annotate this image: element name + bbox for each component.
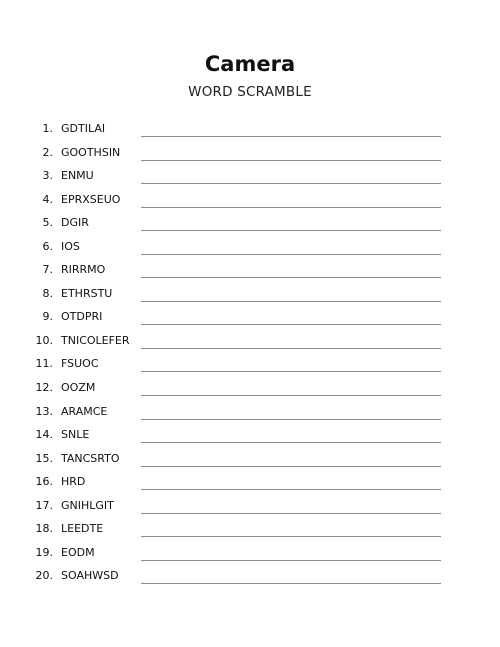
list-item — [0, 473, 500, 497]
answer-line — [141, 583, 441, 584]
list-item — [0, 355, 500, 379]
scrambled-word: DGIR — [61, 216, 89, 230]
answer-line — [141, 442, 441, 443]
item-number: 14. — [35, 428, 53, 442]
answer-line — [141, 466, 441, 467]
answer-line — [141, 230, 441, 231]
list-item — [0, 167, 500, 191]
item-number: 8. — [42, 286, 53, 300]
item-number: 13. — [35, 404, 53, 418]
item-number: 19. — [35, 545, 53, 559]
item-number: 17. — [35, 498, 53, 512]
item-number: 9. — [42, 310, 53, 324]
scrambled-word: EPRXSEUO — [61, 192, 121, 206]
scrambled-word: GNIHLGIT — [61, 498, 114, 512]
scrambled-word: OOZM — [61, 381, 96, 395]
scrambled-word: RIRRMO — [61, 263, 106, 277]
scrambled-word: ETHRSTU — [61, 286, 113, 300]
answer-line — [141, 277, 441, 278]
list-item — [0, 544, 500, 568]
scrambled-word: OTDPRI — [61, 310, 103, 324]
answer-line — [141, 207, 441, 208]
list-item — [0, 191, 500, 215]
scrambled-word: GOOTHSIN — [61, 145, 121, 159]
list-item — [0, 144, 500, 168]
list-item — [0, 450, 500, 474]
item-number: 1. — [42, 122, 53, 135]
scrambled-word: HRD — [61, 475, 86, 489]
scrambled-word: SNLE — [61, 428, 90, 442]
list-item — [0, 285, 500, 309]
item-number: 20. — [35, 569, 53, 583]
scrambled-word: GDTILAI — [61, 122, 106, 135]
answer-line — [141, 419, 441, 420]
item-number: 4. — [42, 192, 53, 206]
answer-line — [141, 536, 441, 537]
answer-line — [141, 513, 441, 514]
scrambled-word: TANCSRTO — [61, 451, 120, 465]
item-number: 6. — [42, 239, 53, 253]
list-item — [0, 120, 500, 144]
list-item — [0, 567, 500, 591]
item-number: 3. — [42, 169, 53, 183]
item-number: 18. — [35, 522, 53, 536]
list-item — [0, 497, 500, 521]
list-item — [0, 426, 500, 450]
scrambled-word: ARAMCE — [61, 404, 108, 418]
scrambled-word: EODM — [61, 545, 95, 559]
answer-line — [141, 183, 441, 184]
list-item — [0, 261, 500, 285]
answer-line — [141, 324, 441, 325]
item-number: 2. — [42, 145, 53, 159]
answer-line — [141, 348, 441, 349]
page-subtitle: WORD SCRAMBLE — [188, 84, 312, 100]
scrambled-word: ENMU — [61, 169, 94, 183]
scrambled-word: IOS — [61, 239, 80, 253]
list-item — [0, 520, 500, 544]
scrambled-word: SOAHWSD — [61, 569, 119, 583]
scramble-list — [0, 120, 500, 591]
item-number: 7. — [42, 263, 53, 277]
answer-line — [141, 395, 441, 396]
list-item — [0, 238, 500, 262]
answer-line — [141, 254, 441, 255]
list-item — [0, 332, 500, 356]
answer-line — [141, 160, 441, 161]
scrambled-word: TNICOLEFER — [61, 333, 130, 347]
answer-line — [141, 136, 441, 137]
list-item — [0, 214, 500, 238]
answer-line — [141, 560, 441, 561]
item-number: 12. — [35, 381, 53, 395]
list-item — [0, 379, 500, 403]
page-title: Camera — [204, 52, 296, 76]
item-number: 5. — [42, 216, 53, 230]
scrambled-word: FSUOC — [61, 357, 99, 371]
answer-line — [141, 489, 441, 490]
item-number: 16. — [35, 475, 53, 489]
item-number: 15. — [35, 451, 53, 465]
answer-line — [141, 371, 441, 372]
item-number: 10. — [35, 333, 53, 347]
answer-line — [141, 301, 441, 302]
list-item — [0, 308, 500, 332]
item-number: 11. — [35, 357, 53, 371]
scrambled-word: LEEDTE — [61, 522, 104, 536]
list-item — [0, 403, 500, 427]
